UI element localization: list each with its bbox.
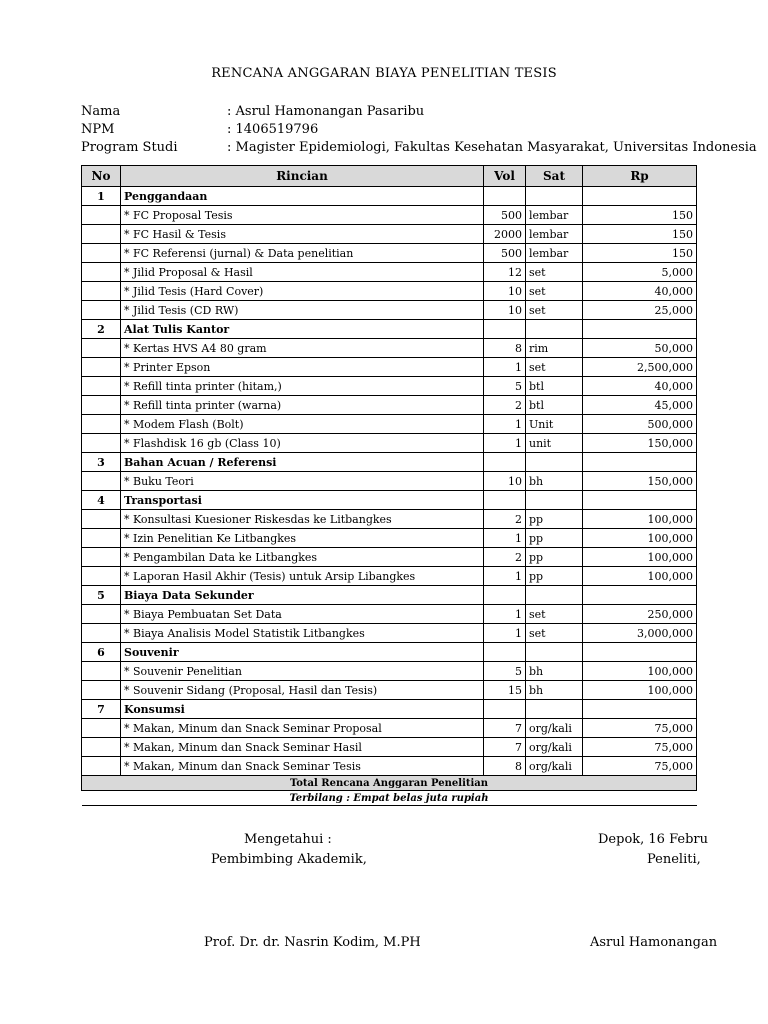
item-unit: org/kali <box>526 757 583 776</box>
item-description: * Jilid Proposal & Hasil <box>121 263 484 282</box>
item-price: 100,000 <box>583 510 697 529</box>
item-price: 150 <box>583 244 697 263</box>
item-volume: 500 <box>484 244 526 263</box>
item-price: 100,000 <box>583 548 697 567</box>
item-volume: 2 <box>484 396 526 415</box>
item-price: 2,500,000 <box>583 358 697 377</box>
item-price: 25,000 <box>583 301 697 320</box>
item-price: 500,000 <box>583 415 697 434</box>
item-volume: 10 <box>484 301 526 320</box>
item-volume: 1 <box>484 605 526 624</box>
item-description: * Makan, Minum dan Snack Seminar Tesis <box>121 757 484 776</box>
item-unit: lembar <box>526 244 583 263</box>
item-unit: btl <box>526 396 583 415</box>
item-description: * Laporan Hasil Akhir (Tesis) untuk Arsip Libangkes <box>121 567 484 586</box>
item-unit: bh <box>526 472 583 491</box>
header-sat: Sat <box>526 166 583 187</box>
item-unit: set <box>526 301 583 320</box>
item-price: 40,000 <box>583 282 697 301</box>
item-unit: set <box>526 605 583 624</box>
item-unit: lembar <box>526 225 583 244</box>
item-volume: 8 <box>484 339 526 358</box>
item-description: * FC Hasil & Tesis <box>121 225 484 244</box>
info-label: NPM <box>81 122 115 137</box>
section-name: Konsumsi <box>121 700 484 719</box>
sig-left-line1: Mengetahui : <box>244 832 332 847</box>
item-description: * Jilid Tesis (Hard Cover) <box>121 282 484 301</box>
section-number: 6 <box>82 643 121 662</box>
item-price: 100,000 <box>583 529 697 548</box>
item-description: * Biaya Pembuatan Set Data <box>121 605 484 624</box>
item-volume: 15 <box>484 681 526 700</box>
item-volume: 500 <box>484 206 526 225</box>
item-volume: 1 <box>484 434 526 453</box>
item-price: 75,000 <box>583 719 697 738</box>
item-volume: 8 <box>484 757 526 776</box>
item-description: * Buku Teori <box>121 472 484 491</box>
item-unit: org/kali <box>526 738 583 757</box>
item-description: * Refill tinta printer (hitam,) <box>121 377 484 396</box>
document-title: RENCANA ANGGARAN BIAYA PENELITIAN TESIS <box>211 66 557 81</box>
item-description: * Printer Epson <box>121 358 484 377</box>
item-unit: org/kali <box>526 719 583 738</box>
item-price: 150 <box>583 225 697 244</box>
item-unit: bh <box>526 681 583 700</box>
item-volume: 10 <box>484 472 526 491</box>
header-no: No <box>82 166 121 187</box>
header-rp: Rp <box>583 166 697 187</box>
sig-right-line1: Depok, 16 Febru <box>598 832 708 847</box>
section-number: 3 <box>82 453 121 472</box>
sig-right-line2: Peneliti, <box>647 852 701 867</box>
header-vol: Vol <box>484 166 526 187</box>
section-number: 2 <box>82 320 121 339</box>
info-value: : Magister Epidemiologi, Fakultas Kesehatan Masyarakat, Universitas Indonesia <box>227 140 757 155</box>
item-price: 75,000 <box>583 738 697 757</box>
section-number: 1 <box>82 187 121 206</box>
section-number: 7 <box>82 700 121 719</box>
info-label: Nama <box>81 104 121 119</box>
sig-right-name: Asrul Hamonangan <box>590 935 718 950</box>
item-unit: btl <box>526 377 583 396</box>
item-description: * Konsultasi Kuesioner Riskesdas ke Litbangkes <box>121 510 484 529</box>
item-description: * Biaya Analisis Model Statistik Litbangkes <box>121 624 484 643</box>
info-label: Program Studi <box>81 140 178 155</box>
item-price: 50,000 <box>583 339 697 358</box>
item-description: * Makan, Minum dan Snack Seminar Hasil <box>121 738 484 757</box>
section-name: Alat Tulis Kantor <box>121 320 484 339</box>
item-price: 150,000 <box>583 472 697 491</box>
section-name: Biaya Data Sekunder <box>121 586 484 605</box>
item-description: * Makan, Minum dan Snack Seminar Proposal <box>121 719 484 738</box>
item-price: 100,000 <box>583 662 697 681</box>
item-price: 5,000 <box>583 263 697 282</box>
sig-left-name: Prof. Dr. dr. Nasrin Kodim, M.PH <box>204 935 421 950</box>
item-unit: pp <box>526 548 583 567</box>
item-unit: pp <box>526 510 583 529</box>
item-volume: 2 <box>484 510 526 529</box>
item-description: * Pengambilan Data ke Litbangkes <box>121 548 484 567</box>
item-volume: 2 <box>484 548 526 567</box>
item-volume: 7 <box>484 719 526 738</box>
terbilang-text: Terbilang : Empat belas juta rupiah <box>82 791 697 806</box>
item-volume: 10 <box>484 282 526 301</box>
item-description: * Flashdisk 16 gb (Class 10) <box>121 434 484 453</box>
item-description: * Kertas HVS A4 80 gram <box>121 339 484 358</box>
item-unit: bh <box>526 662 583 681</box>
item-unit: Unit <box>526 415 583 434</box>
sig-left-line2: Pembimbing Akademik, <box>211 852 367 867</box>
section-name: Penggandaan <box>121 187 484 206</box>
item-unit: pp <box>526 567 583 586</box>
item-price: 150,000 <box>583 434 697 453</box>
item-volume: 1 <box>484 567 526 586</box>
item-price: 250,000 <box>583 605 697 624</box>
item-description: * Jilid Tesis (CD RW) <box>121 301 484 320</box>
item-volume: 1 <box>484 624 526 643</box>
item-unit: set <box>526 358 583 377</box>
item-volume: 1 <box>484 529 526 548</box>
info-value: : Asrul Hamonangan Pasaribu <box>227 104 425 119</box>
header-rincian: Rincian <box>121 166 484 187</box>
item-price: 40,000 <box>583 377 697 396</box>
item-unit: unit <box>526 434 583 453</box>
item-volume: 1 <box>484 415 526 434</box>
item-unit: rim <box>526 339 583 358</box>
item-description: * Modem Flash (Bolt) <box>121 415 484 434</box>
item-price: 150 <box>583 206 697 225</box>
section-name: Transportasi <box>121 491 484 510</box>
item-unit: set <box>526 624 583 643</box>
section-number: 4 <box>82 491 121 510</box>
item-price: 100,000 <box>583 681 697 700</box>
item-volume: 7 <box>484 738 526 757</box>
section-number: 5 <box>82 586 121 605</box>
item-volume: 5 <box>484 377 526 396</box>
total-label: Total Rencana Anggaran Penelitian <box>82 776 697 791</box>
section-name: Souvenir <box>121 643 484 662</box>
item-price: 45,000 <box>583 396 697 415</box>
item-description: * FC Referensi (jurnal) & Data penelitian <box>121 244 484 263</box>
item-price: 75,000 <box>583 757 697 776</box>
item-price: 3,000,000 <box>583 624 697 643</box>
item-description: * Souvenir Penelitian <box>121 662 484 681</box>
item-description: * Izin Penelitian Ke Litbangkes <box>121 529 484 548</box>
item-description: * FC Proposal Tesis <box>121 206 484 225</box>
item-volume: 12 <box>484 263 526 282</box>
item-unit: pp <box>526 529 583 548</box>
item-unit: set <box>526 282 583 301</box>
item-description: * Souvenir Sidang (Proposal, Hasil dan Tesis) <box>121 681 484 700</box>
item-unit: set <box>526 263 583 282</box>
item-description: * Refill tinta printer (warna) <box>121 396 484 415</box>
item-unit: lembar <box>526 206 583 225</box>
item-volume: 5 <box>484 662 526 681</box>
item-volume: 2000 <box>484 225 526 244</box>
info-value: : 1406519796 <box>227 122 319 137</box>
section-name: Bahan Acuan / Referensi <box>121 453 484 472</box>
item-price: 100,000 <box>583 567 697 586</box>
item-volume: 1 <box>484 358 526 377</box>
